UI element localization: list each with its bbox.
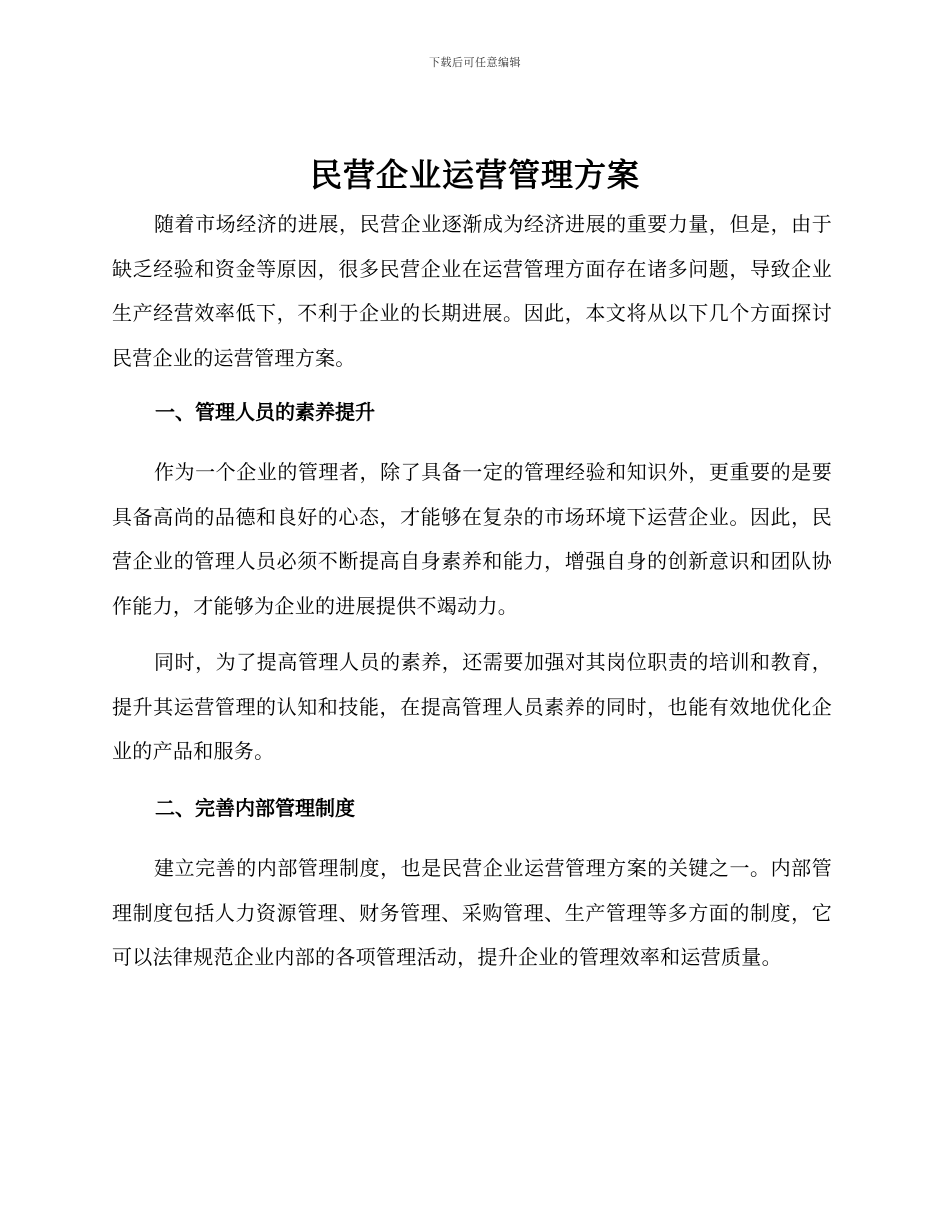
document-title: 民营企业运营管理方案 [309,156,640,194]
section-paragraph: 建立完善的内部管理制度，也是民营企业运营管理方案的关键之一。内部管理制度包括人力资源管理、财务管理、采购管理、生产管理等多方面的制度，它可以法律规范企业内部的各项管理活动，提升企业的管理效率和运营质量。 [112,856,832,969]
section-heading: 二、完善内部管理制度 [155,796,355,820]
section-paragraph: 同时，为了提高管理人员的素养，还需要加强对其岗位职责的培训和教育，提升其运营管理的认知和技能，在提高管理人员素养的同时，也能有效地优化企业的产品和服务。 [112,650,832,763]
section-heading: 一、管理人员的素养提升 [155,400,375,424]
intro-paragraph: 随着市场经济的进展，民营企业逐渐成为经济进展的重要力量，但是，由于缺乏经验和资金等原因，很多民营企业在运营管理方面存在诸多问题，导致企业生产经营效率低下，不利于企业的长期进展。因此，本文将从以下几个方面探讨民营企业的运营管理方案。 [112,212,832,370]
page-header-note: 下载后可任意编辑 [429,56,521,69]
section-paragraph: 作为一个企业的管理者，除了具备一定的管理经验和知识外，更重要的是要具备高尚的品德和良好的心态，才能够在复杂的市场环境下运营企业。因此，民营企业的管理人员必须不断提高自身素养和能力，增强自身的创新意识和团队协作能力，才能够为企业的进展提供不竭动力。 [112,460,832,618]
